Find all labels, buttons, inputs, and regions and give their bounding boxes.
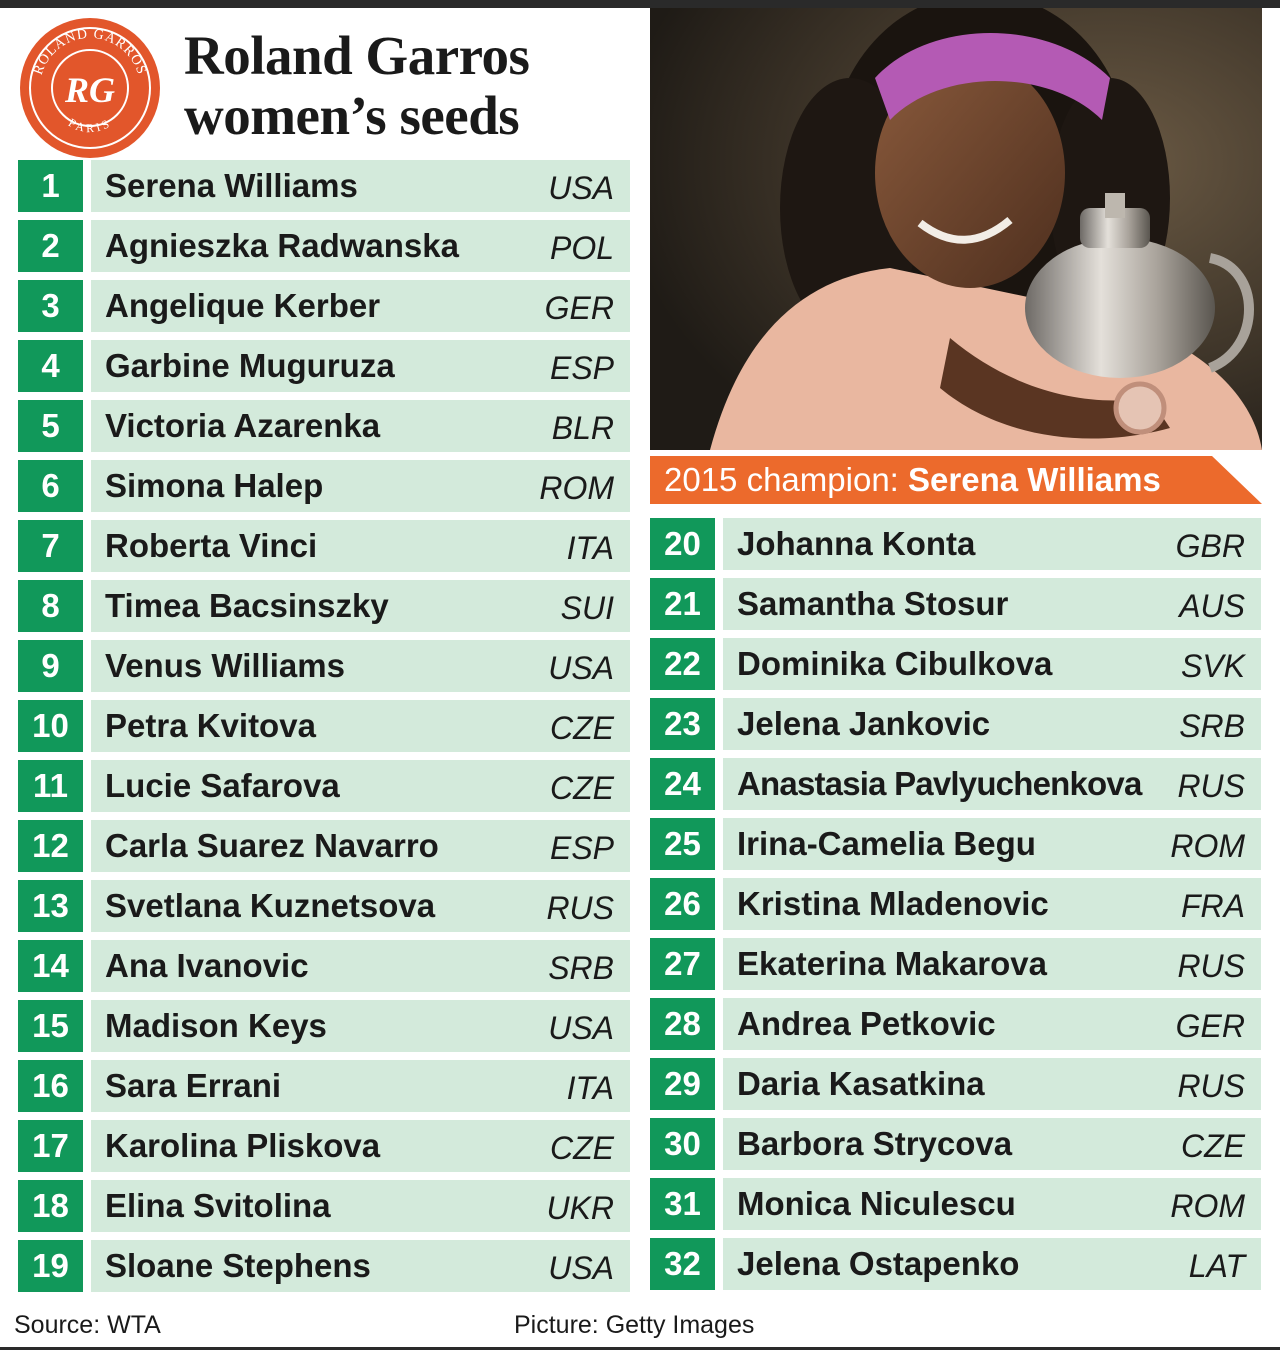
seed-number: 17 — [18, 1120, 83, 1172]
player-country: GER — [544, 290, 614, 326]
seed-number: 21 — [650, 578, 715, 630]
page-title — [184, 26, 644, 146]
player-name: Angelique Kerber — [105, 287, 381, 324]
player-name: Svetlana Kuznetsova — [105, 887, 436, 924]
seed-cell — [723, 1178, 1261, 1230]
seed-number: 27 — [650, 938, 715, 990]
seed-cell — [91, 340, 630, 392]
seed-number: 25 — [650, 818, 715, 870]
player-name: Barbora Strycova — [737, 1125, 1013, 1162]
player-name: Daria Kasatkina — [737, 1065, 985, 1102]
player-name: Ana Ivanovic — [105, 947, 309, 984]
seed-number: 22 — [650, 638, 715, 690]
seed-number: 23 — [650, 698, 715, 750]
seed-number: 26 — [650, 878, 715, 930]
seed-cell — [723, 1118, 1261, 1170]
seed-number: 2 — [18, 220, 83, 272]
player-name: Garbine Muguruza — [105, 347, 395, 384]
seed-cell — [723, 938, 1261, 990]
player-name: Simona Halep — [105, 467, 324, 504]
player-name: Jelena Jankovic — [737, 705, 991, 742]
picture-credit: Picture: Getty Images — [514, 1311, 755, 1339]
seed-number: 12 — [18, 820, 83, 872]
seed-cell — [91, 220, 630, 272]
player-country: SVK — [1180, 648, 1245, 684]
banner-champion: Serena Williams — [908, 461, 1161, 498]
seed-number: 15 — [18, 1000, 83, 1052]
seed-number: 29 — [650, 1058, 715, 1110]
banner-corner-fold — [1212, 456, 1262, 504]
player-name: Kristina Mladenovic — [737, 885, 1049, 922]
player-country: CZE — [550, 770, 614, 806]
seed-number: 3 — [18, 280, 83, 332]
logo-monogram: RG — [64, 70, 116, 110]
seed-number: 19 — [18, 1240, 83, 1292]
player-country: FRA — [1181, 888, 1245, 924]
player-name: Monica Niculescu — [737, 1185, 1016, 1222]
seed-cell — [91, 460, 630, 512]
seed-cell — [91, 760, 630, 812]
player-name: Petra Kvitova — [105, 707, 316, 744]
player-name: Ekaterina Makarova — [737, 945, 1048, 982]
player-country: USA — [548, 1250, 614, 1286]
player-country: ITA — [566, 530, 614, 566]
roland-garros-logo — [18, 16, 162, 160]
seed-cell — [91, 820, 630, 872]
seed-cell — [91, 700, 630, 752]
seed-cell — [91, 1120, 630, 1172]
player-country: RUS — [1177, 768, 1245, 804]
bottom-rule — [0, 1347, 1280, 1350]
seed-number: 32 — [650, 1238, 715, 1290]
player-country: GBR — [1175, 528, 1245, 564]
seed-number: 5 — [18, 400, 83, 452]
seed-cell — [723, 638, 1261, 690]
seed-cell — [723, 1058, 1261, 1110]
seed-cell — [91, 400, 630, 452]
seed-cell — [91, 640, 630, 692]
player-country: SRB — [1179, 708, 1245, 744]
seed-number: 11 — [18, 760, 83, 812]
champion-photo — [650, 8, 1262, 450]
seed-cell — [723, 578, 1261, 630]
player-name: Sloane Stephens — [105, 1247, 371, 1284]
player-name: Carla Suarez Navarro — [105, 827, 439, 864]
seed-number: 28 — [650, 998, 715, 1050]
seed-cell — [723, 878, 1261, 930]
seed-cell — [91, 160, 630, 212]
seed-cell — [723, 818, 1261, 870]
player-country: POL — [549, 230, 614, 266]
seed-cell — [91, 1060, 630, 1112]
player-name: Timea Bacsinszky — [105, 587, 389, 624]
seed-number: 7 — [18, 520, 83, 572]
seed-cell — [91, 1180, 630, 1232]
player-name: Victoria Azarenka — [105, 407, 381, 444]
player-name: Madison Keys — [105, 1007, 327, 1044]
banner-prefix: 2015 champion: — [664, 461, 909, 498]
seed-number: 20 — [650, 518, 715, 570]
player-name: Sara Errani — [105, 1067, 282, 1104]
player-country: AUS — [1179, 588, 1245, 624]
seed-number: 13 — [18, 880, 83, 932]
seed-number: 24 — [650, 758, 715, 810]
title-line-1: Roland Garros — [184, 25, 530, 86]
seed-cell — [91, 880, 630, 932]
player-name: Johanna Konta — [737, 525, 976, 562]
title-line-2: women’s seeds — [184, 85, 520, 146]
player-country: BLR — [551, 410, 614, 446]
seed-number: 30 — [650, 1118, 715, 1170]
seed-number: 9 — [18, 640, 83, 692]
player-country: RUS — [1177, 1068, 1245, 1104]
player-country: SUI — [560, 590, 614, 626]
seed-cell — [91, 940, 630, 992]
logo-text-bottom: PARIS — [65, 115, 115, 136]
seed-number: 1 — [18, 160, 83, 212]
player-name: Elina Svitolina — [105, 1187, 331, 1224]
player-name: Venus Williams — [105, 647, 345, 684]
seed-cell — [723, 1238, 1261, 1290]
top-rule — [0, 0, 1280, 8]
seed-cell — [723, 698, 1261, 750]
seed-number: 4 — [18, 340, 83, 392]
seed-cell — [91, 520, 630, 572]
player-country: SRB — [548, 950, 614, 986]
player-country: ROM — [1170, 828, 1245, 864]
player-name: Serena Williams — [105, 167, 358, 204]
seed-number: 10 — [18, 700, 83, 752]
seed-number: 18 — [18, 1180, 83, 1232]
player-country: LAT — [1188, 1248, 1245, 1284]
player-name: Anastasia Pavlyuchenkova — [737, 765, 1142, 802]
player-country: USA — [548, 170, 614, 206]
player-name: Lucie Safarova — [105, 767, 340, 804]
seed-number: 16 — [18, 1060, 83, 1112]
seed-cell — [723, 518, 1261, 570]
seed-cell — [91, 580, 630, 632]
player-country: ROM — [539, 470, 614, 506]
player-country: CZE — [550, 1130, 614, 1166]
player-country: USA — [548, 650, 614, 686]
player-country: ESP — [549, 350, 614, 386]
player-name: Andrea Petkovic — [737, 1005, 996, 1042]
seed-cell — [91, 1000, 630, 1052]
player-name: Samantha Stosur — [737, 585, 1009, 622]
player-name: Roberta Vinci — [105, 527, 318, 564]
player-country: ROM — [1170, 1188, 1245, 1224]
seed-number: 31 — [650, 1178, 715, 1230]
seed-cell — [91, 1240, 630, 1292]
seed-cell — [91, 280, 630, 332]
player-name: Irina-Camelia Begu — [737, 825, 1036, 862]
player-name: Jelena Ostapenko — [737, 1245, 1020, 1282]
seed-number: 8 — [18, 580, 83, 632]
player-country: CZE — [1181, 1128, 1245, 1164]
player-country: ESP — [549, 830, 614, 866]
player-name: Agnieszka Radwanska — [105, 227, 459, 264]
player-country: CZE — [550, 710, 614, 746]
seed-cell — [723, 758, 1261, 810]
source-credit: Source: WTA — [14, 1311, 161, 1339]
player-country: ITA — [566, 1070, 614, 1106]
champion-banner — [650, 456, 1262, 504]
player-country: GER — [1175, 1008, 1245, 1044]
player-name: Karolina Pliskova — [105, 1127, 381, 1164]
player-name: Dominika Cibulkova — [737, 645, 1053, 682]
seed-cell — [723, 998, 1261, 1050]
player-country: USA — [548, 1010, 614, 1046]
player-country: RUS — [1177, 948, 1245, 984]
seed-number: 14 — [18, 940, 83, 992]
player-country: UKR — [546, 1190, 614, 1226]
logo-text-top: ROLAND GARROS — [30, 26, 150, 77]
seed-number: 6 — [18, 460, 83, 512]
player-country: RUS — [546, 890, 614, 926]
